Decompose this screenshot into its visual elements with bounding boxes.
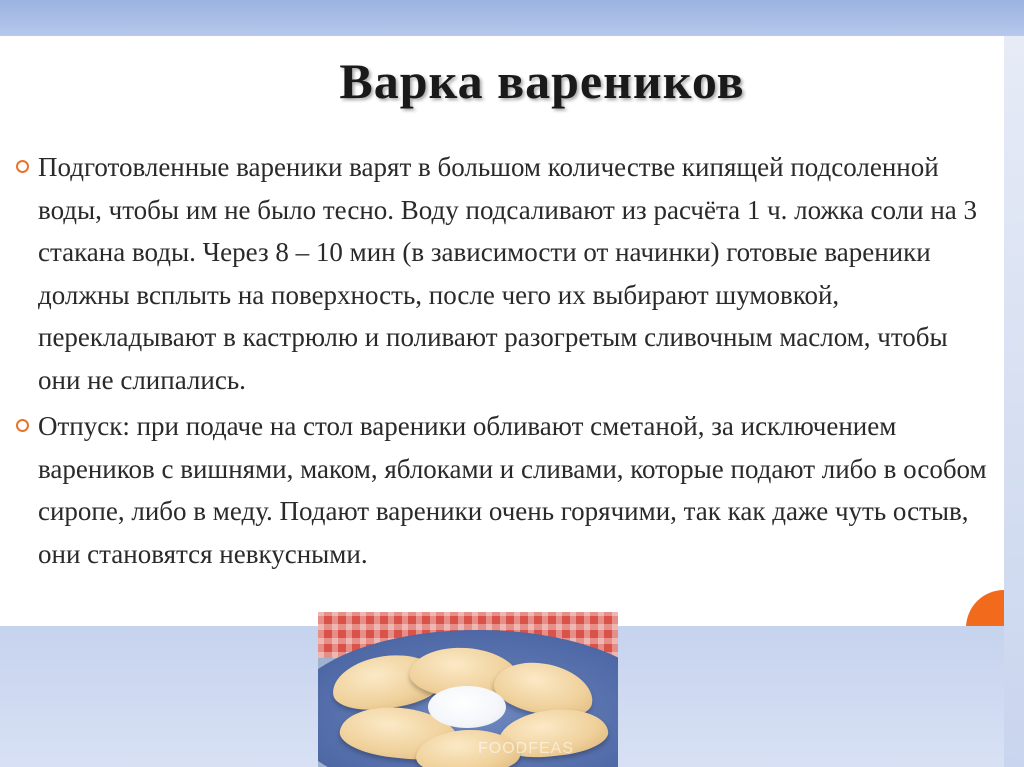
bullet-item xyxy=(14,405,994,575)
dumplings-photo xyxy=(318,612,618,767)
background-right-strip xyxy=(1004,36,1024,767)
bullet-list xyxy=(14,146,994,579)
bullet-text: Подготовленные вареники варят в большом количестве кипящей подсоленной воды, чтобы им не было тесно. Воду подсаливают из расчёта 1 ч. ложка соли на 3 стакана воды. Через 8 – 10 мин (в зависимости от начинки) готовые вареники должны всплыть на поверхность, после чего их выбирают шумовкой, перекладывают в кастрюлю и поливают разогретым сливочным маслом, чтобы они не слипались. xyxy=(38,152,978,395)
bullet-item xyxy=(14,146,994,401)
sour-cream xyxy=(428,686,506,728)
header-band xyxy=(0,0,1024,36)
slide-title: Варка вареников xyxy=(339,53,745,109)
bullet-circle-icon xyxy=(16,160,29,173)
bullet-circle-icon xyxy=(16,419,29,432)
photo-watermark: FOODFEAS xyxy=(478,740,575,757)
bullet-text: Отпуск: при подаче на стол вареники обливают сметаной, за исключением вареников с вишнями, маком, яблоками и сливами, которые подают либо в особом сиропе, либо в меду. Подают вареники очень горячими, так как даже чуть остыв, они становятся невкусными. xyxy=(38,411,987,569)
